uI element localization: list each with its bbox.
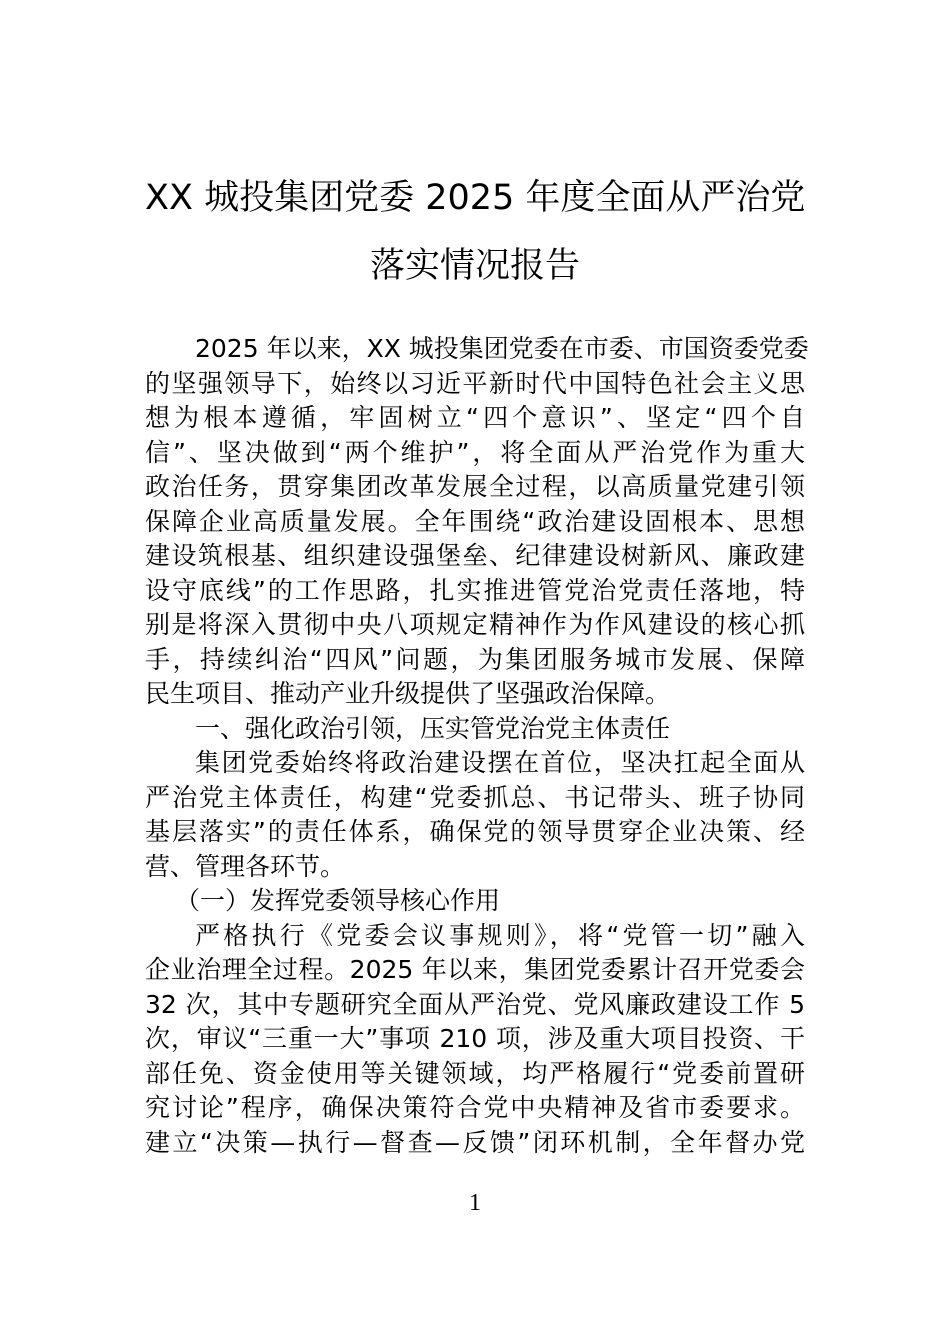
body-line: 2025 年以来，XX 城投集团党委在市委、市国资委党委 [195, 334, 809, 363]
body-line: 别是将深入贯彻中央八项规定精神作为作风建设的核心抓 [145, 610, 805, 639]
body-line: 设守底线”的工作思路，扎实推进管党治党责任落地，特 [145, 575, 805, 605]
body-line: 部任免、资金使用等关键领域，均严格履行“党委前置研 [145, 1058, 805, 1088]
page-number: 1 [469, 1190, 481, 1216]
section-heading: 一、强化政治引领，压实管党治党主体责任 [195, 713, 671, 743]
subsection-heading: （一）发挥党委领导核心作用 [175, 886, 501, 915]
body-line: 严格执行《党委会议事规则》，将“党管一切”融入 [195, 920, 805, 950]
body-line: 民生项目、推动产业升级提供了坚强政治保障。 [145, 679, 671, 708]
body-line: 究讨论”程序，确保决策符合党中央精神及省市委要求。 [145, 1093, 805, 1122]
document-body [145, 332, 809, 1160]
body-line: 严治党主体责任，构建“党委抓总、书记带头、班子协同 [145, 782, 805, 812]
body-line: 想为根本遵循，牢固树立“四个意识”、坚定“四个自 [145, 403, 805, 432]
body-line: 基层落实”的责任体系，确保党的领导贯穿企业决策、经 [145, 817, 805, 846]
body-line: 保障企业高质量发展。全年围绕“政治建设固根本、思想 [145, 506, 805, 536]
body-line: 政治任务，贯穿集团改革发展全过程，以高质量党建引领 [145, 472, 805, 501]
body-line: 手，持续纠治“四风”问题，为集团服务城市发展、保障 [145, 644, 805, 674]
body-line: 营、管理各环节。 [145, 851, 346, 881]
body-line: 32 次，其中专题研究全面从严治党、党风廉政建设工作 5 [145, 989, 805, 1019]
body-line: 信”、坚决做到“两个维护”，将全面从严治党作为重大 [145, 437, 805, 467]
document-title-line-1: XX 城投集团党委 2025 年度全面从严治党 [145, 178, 806, 218]
body-line: 企业治理全过程。2025 年以来，集团党委累计召开党委会 [145, 955, 805, 984]
body-line: 集团党委始终将政治建设摆在首位，坚决扛起全面从 [195, 748, 805, 777]
body-line: 建设筑根基、组织建设强堡垒、纪律建设树新风、廉政建 [145, 541, 805, 570]
body-line: 次，审议“三重一大”事项 210 项，涉及重大项目投资、干 [145, 1024, 805, 1053]
body-line: 的坚强领导下，始终以习近平新时代中国特色社会主义思 [145, 368, 805, 398]
document-title-line-2: 落实情况报告 [369, 246, 580, 286]
body-line: 建立“决策—执行—督查—反馈”闭环机制，全年督办党 [145, 1127, 805, 1157]
